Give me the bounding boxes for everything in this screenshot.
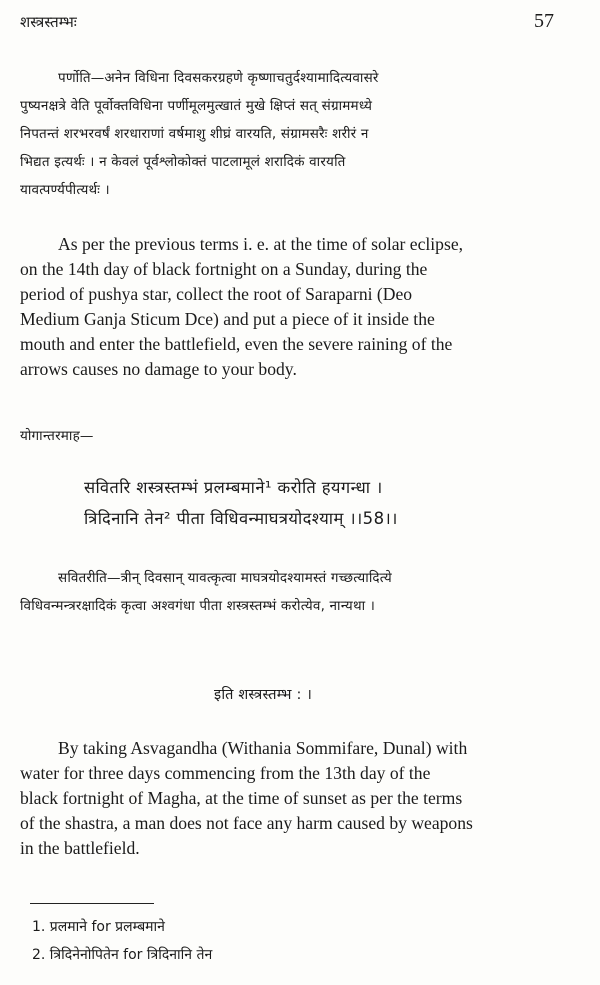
translation-line: on the 14th day of black fortnight on a Sunday, during the — [20, 259, 428, 279]
verse-line: सवितरि शस्त्रस्तम्भं प्रलम्बमाने¹ करोति हयगन्धा । — [84, 478, 383, 497]
page-number: 57 — [534, 10, 554, 32]
commentary-line: भिद्यत इत्यर्थः । न केवलं पूर्वश्लोकोक्तं पाटलामूलं शरादिकं वारयति — [20, 154, 346, 170]
translation-line: in the battlefield. — [20, 838, 140, 858]
translation-line: arrows causes no damage to your body. — [20, 359, 297, 379]
footnote: 2. त्रिदिनेनोपितेन for त्रिदिनानि तेन — [32, 947, 213, 963]
verse-line: त्रिदिनानि तेन² पीता विधिवन्माघत्रयोदश्याम् ।।58।। — [84, 509, 398, 528]
translation-line: of the shastra, a man does not face any harm caused by weapons — [20, 813, 473, 833]
commentary-line: यावत्पर्ण्यपीत्यर्थः । — [20, 182, 110, 198]
commentary-line: पर्णोति—अनेन विधिना दिवसकरग्रहणे कृष्णाचतुर्दश्यामादित्यवासरे — [58, 70, 379, 86]
translation-line: water for three days commencing from the 13th day of the — [20, 763, 431, 783]
translation-line: mouth and enter the battlefield, even the severe raining of the — [20, 334, 453, 354]
translation-line: period of pushya star, collect the root of Saraparni (Deo — [20, 284, 413, 304]
translation-line: As per the previous terms i. e. at the time of solar eclipse, — [58, 234, 464, 254]
footnote-divider — [30, 903, 154, 904]
commentary-line: पुष्यनक्षत्रे वेति पूर्वोक्तविधिना पर्णीमूलमुत्खातं मुखे क्षिप्तं सत् संग्राममध्ये — [20, 98, 373, 114]
translation-line: By taking Asvagandha (Withania Sommifare, Dunal) with — [58, 738, 468, 758]
translation-line: Medium Ganja Sticum Dce) and put a piece of it inside the — [20, 309, 435, 329]
commentary-line: निपतन्तं शरभरवर्षं शरधाराणां वर्षमाशु शीघ्रं वारयति, संग्रामसरैः शरीरं न — [20, 126, 369, 142]
running-title: शस्त्रस्तम्भः — [20, 13, 77, 31]
colophon: इति शस्त्रस्तम्भ : । — [214, 687, 313, 703]
commentary-line: सवितरीति—त्रीन् दिवसान् यावत्कृत्वा माघत्रयोदश्यामस्तं गच्छत्यादित्ये — [58, 570, 392, 586]
intro-line: योगान्तरमाह— — [20, 428, 94, 444]
commentary-line: विधिवन्मन्त्ररक्षादिकं कृत्वा अश्वगंधा पीता शस्त्रस्तम्भं करोत्येव, नान्यथा । — [20, 598, 376, 614]
translation-line: black fortnight of Magha, at the time of sunset as per the terms — [20, 788, 463, 808]
footnote: 1. प्रलमाने for प्रलम्बमाने — [32, 919, 165, 935]
